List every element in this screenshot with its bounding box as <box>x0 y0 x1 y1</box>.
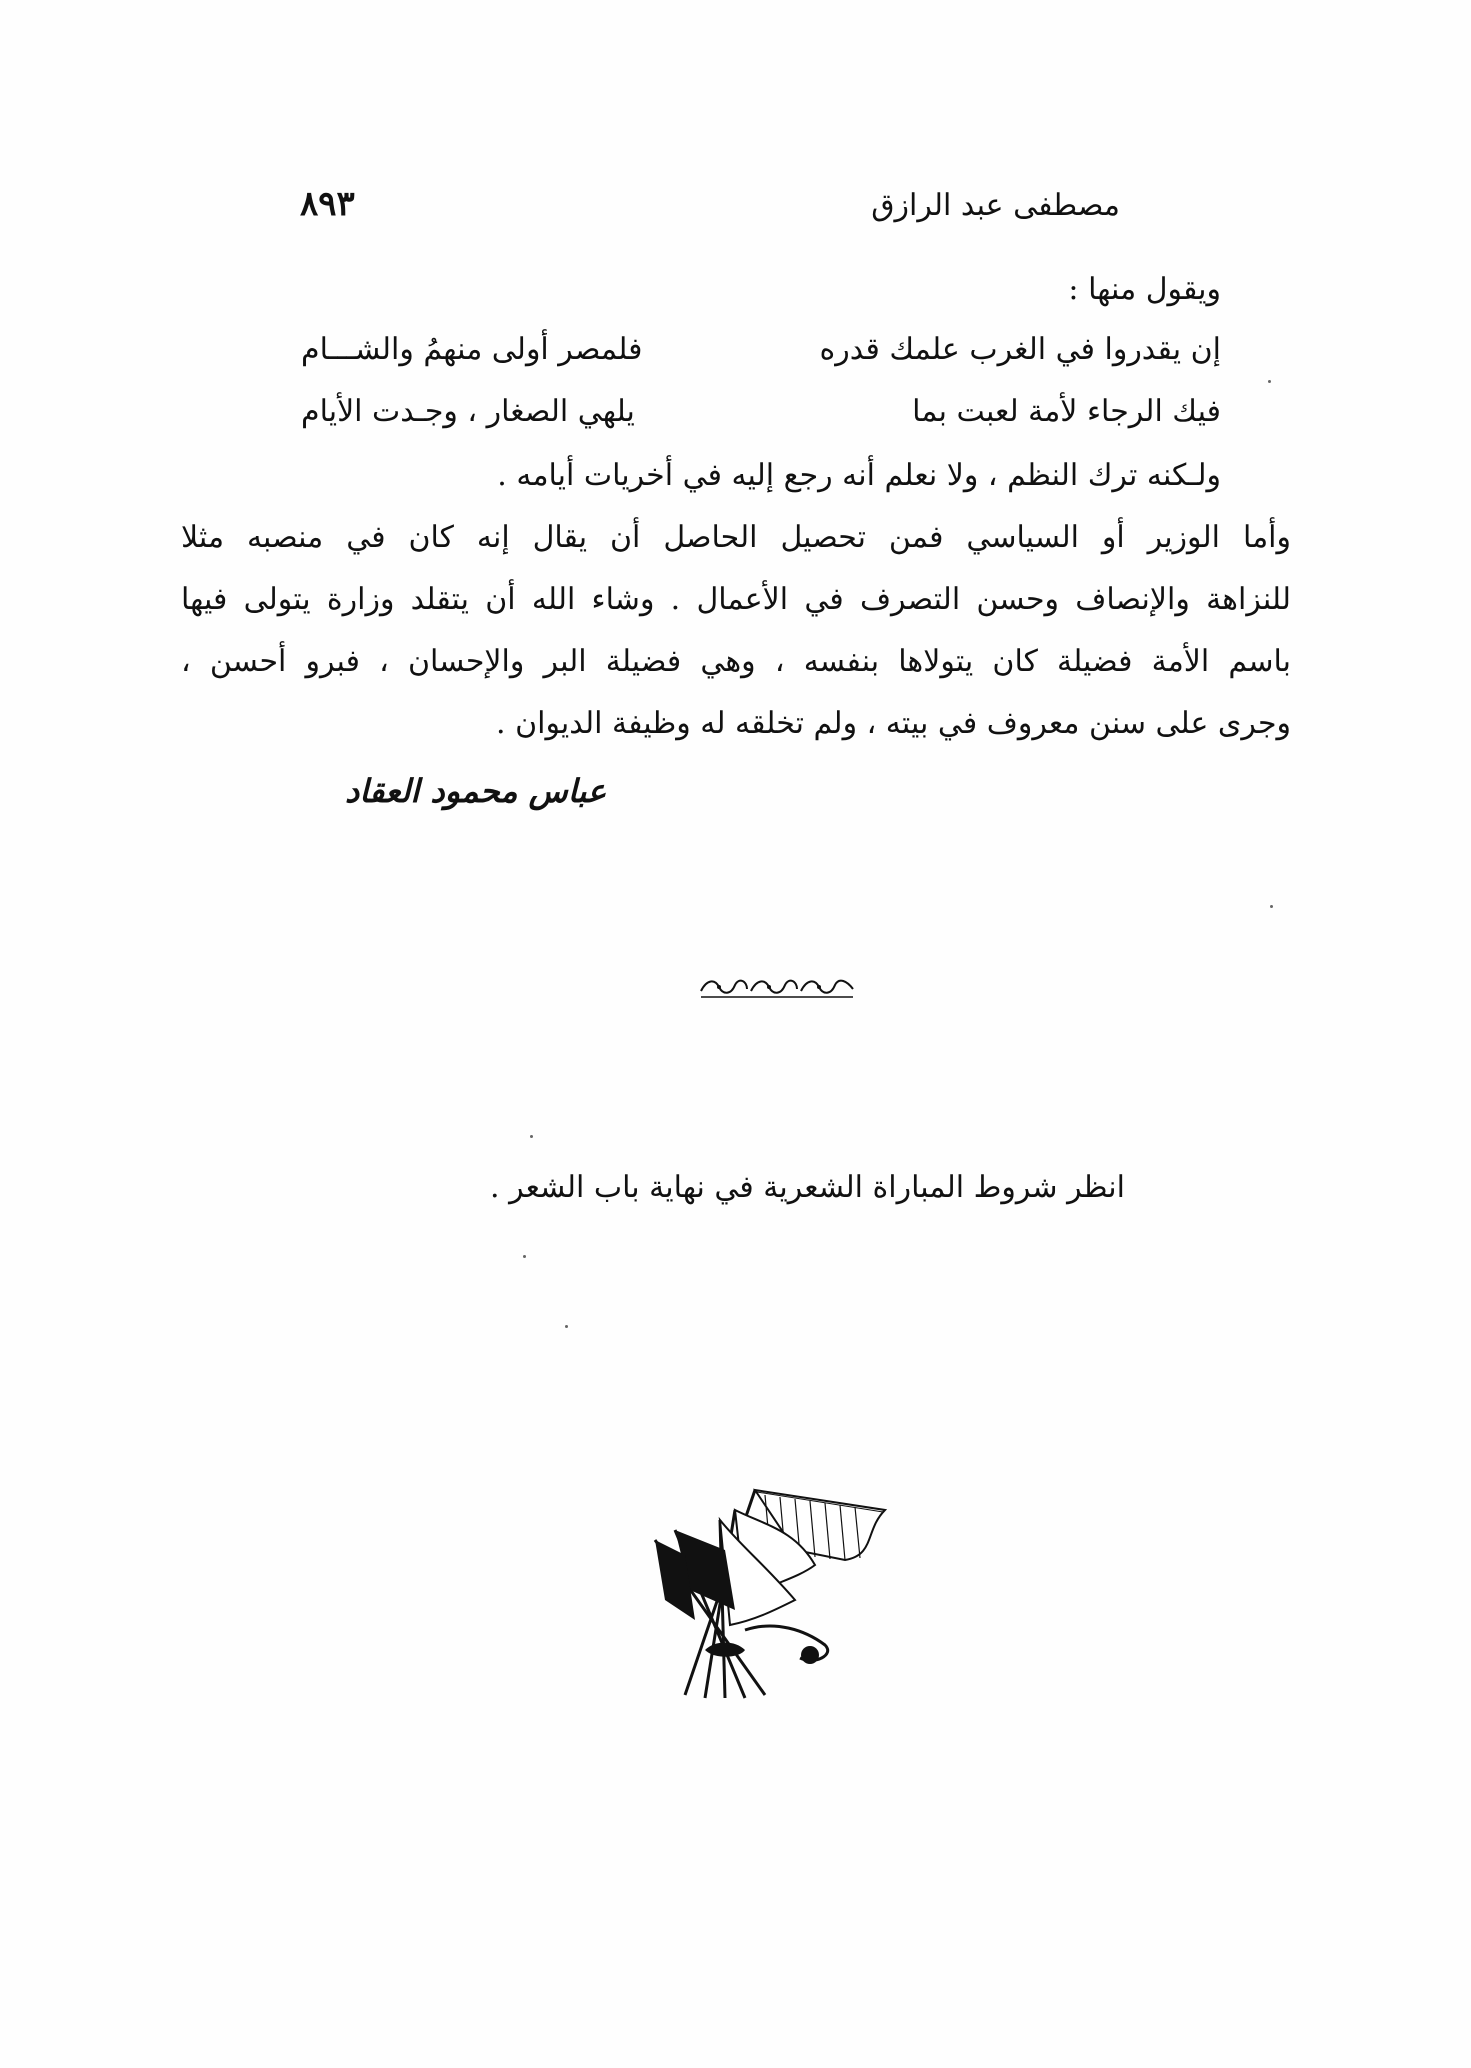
decorative-divider-icon <box>697 975 857 1001</box>
verse-1-first-hemistich: إن يقدروا في الغرب علمك قدره <box>819 332 1221 367</box>
running-title: مصطفى عبد الرازق <box>871 188 1120 223</box>
page-header <box>300 184 1300 238</box>
verse-1-second-hemistich: فلمصر أولى منهمُ والشـــام <box>301 332 643 367</box>
print-speck <box>1270 905 1273 908</box>
print-speck <box>1268 380 1271 383</box>
print-speck <box>565 1325 568 1328</box>
paragraph-line: للنزاهة والإنصاف وحسن التصرف في الأعمال . وشاء الله أن يتقلد وزارة يتولى فيها <box>181 582 1291 617</box>
crossed-flags-icon <box>645 1470 905 1700</box>
intro-line: ويقول منها : <box>1068 272 1221 307</box>
page-number: ٨٩٣ <box>300 184 355 224</box>
paragraph-line: وجرى على سنن معروف في بيته ، ولم تخلقه له وظيفة الديوان . <box>496 706 1291 741</box>
contest-note: انظر شروط المباراة الشعرية في نهاية باب الشعر . <box>490 1170 1125 1205</box>
author-signature: عباس محمود العقاد <box>345 772 607 810</box>
paragraph-line: ولـكنه ترك النظم ، ولا نعلم أنه رجع إليه في أخريات أيامه . <box>497 458 1221 493</box>
verse-2-first-hemistich: فيك الرجاء لأمة لعبت بما <box>912 394 1221 429</box>
print-speck <box>530 1135 533 1138</box>
paragraph-line: وأما الوزير أو السياسي فمن تحصيل الحاصل أن يقال إنه كان في منصبه مثلا <box>181 520 1291 555</box>
verse-2-second-hemistich: يلهي الصغار ، وجـدت الأيام <box>301 394 635 429</box>
print-speck <box>523 1255 526 1258</box>
paragraph-line: باسم الأمة فضيلة كان يتولاها بنفسه ، وهي فضيلة البر والإحسان ، فبرو أحسن ، <box>181 644 1291 679</box>
